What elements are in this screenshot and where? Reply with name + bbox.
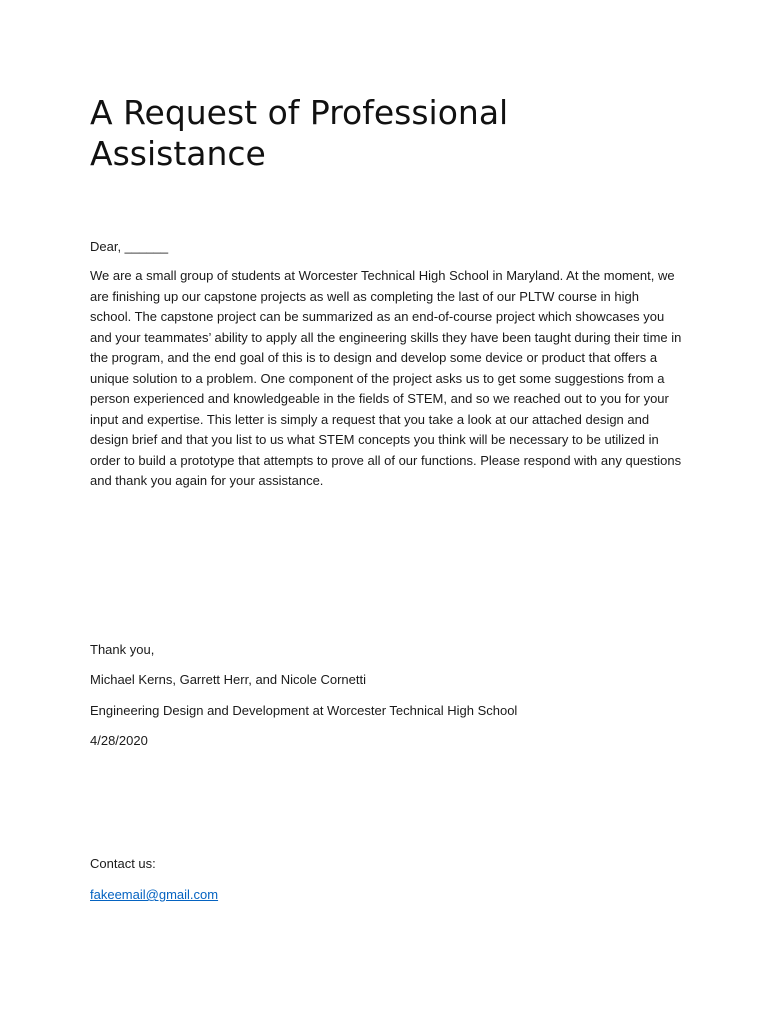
contact-email-link[interactable]: fakeemail@gmail.com	[90, 887, 219, 902]
closing-line: Thank you,	[90, 642, 155, 657]
author-names: Michael Kerns, Garrett Herr, and Nicole Cornetti	[90, 672, 366, 687]
letter-date: 4/28/2020	[90, 733, 148, 748]
letter-body-paragraph: We are a small group of students at Worcester Technical High School in Maryland. At the moment, we are finishing up our capstone projects as well as completing the last of our PLTW course in high school. The capstone project can be summarized as an end-of-course project which showcases you and your teammates’ ability to apply all the engineering skills they have been taught during their time in the program, and the end goal of this is to design and develop some device or product that offers a unique solution to a problem. One component of the project asks us to get some suggestions from a person experienced and knowledgeable in the fields of STEM, and so we reached out to you for your input and expertise. This letter is simply a request that you take a look at our attached design and design brief and that you list to us what STEM concepts you think will be necessary to be utilized in order to build a prototype that attempts to prove all of our functions. Please respond with any questions and thank you again for your assistance.	[90, 268, 682, 488]
document-title: A Request of Professional Assistance	[90, 93, 509, 173]
contact-label: Contact us:	[90, 856, 156, 871]
program-name: Engineering Design and Development at Worcester Technical High School	[90, 703, 518, 718]
greeting-line: Dear, ______	[90, 239, 169, 254]
